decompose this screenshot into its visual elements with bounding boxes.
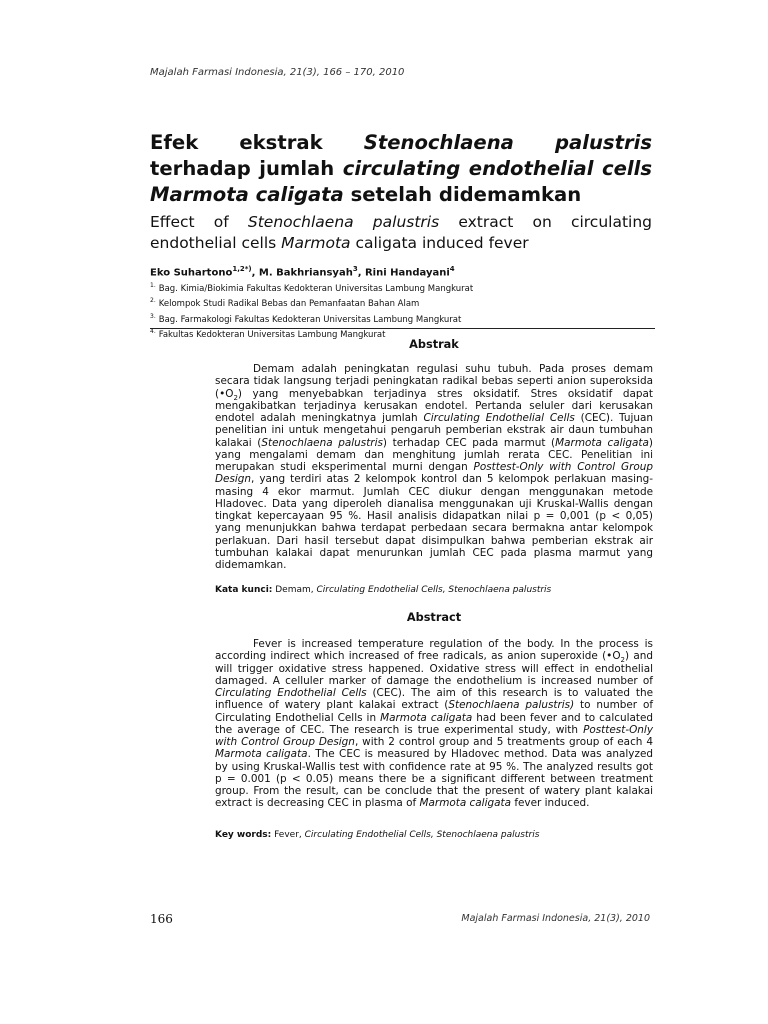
affiliation-item: $^{2.}$ Kelompok Studi Radikal Bebas dan Pemanfaatan Bahan Alam: [150, 297, 420, 310]
footer-journal: Majalah Farmasi Indonesia, 21(3), 2010: [461, 913, 650, 924]
key-words: Key words: Fever, Circulating Endothelial Cells, Stenochlaena palustris: [215, 830, 540, 840]
author-name: M. Bakhriansyah: [258, 267, 353, 279]
section-divider: [150, 328, 655, 329]
kata-kunci: Kata kunci: Demam, Circulating Endothelial Cells, Stenochlaena palustris: [215, 585, 552, 595]
page-number: 166: [150, 912, 173, 926]
affiliation-item: $^{1.}$ Bag. Kimia/Biokimia Fakultas Kedokteran Universitas Lambung Mangkurat: [150, 282, 474, 294]
abstract-body: Fever is increased temperature regulation of the body. In the process is according indirect which increased of free radicals, as anion superoxide $(•O_2)$ and will trigger oxidative stress happened. Oxidative stress will effect in endothelial damaged. A celluler marker of damage the endothelium is increased number of Circulating Endothelial Cells (CEC). The aim of this research is to valuated the influence of watery plant kalakai extract (Stenochlaena palustris) to number of Circulating Endothelial Cells in Marmota caligata had been fever and to calculated the average of CEC. The research is true experimental study, with Posttest-Only with Control Group Design, with 2 control group and 5 treatments group of each 4 Marmota caligata. The CEC is measured by Hladovec method. Data was analyzed by using Kruskal-Wallis test with confidence rate at 95 %. The analyzed results got p = 0.001 (p < 0.05) means there be a significant different between treatment group. From the result, can be conclude that the present of watery plant kalakai extract is decreasing CEC in plasma of Marmota caligata fever induced.: [215, 638, 654, 810]
author-name: Rini Handayani: [364, 267, 450, 279]
abstrak-body: Demam adalah peningkatan regulasi suhu tubuh. Pada proses demam secara tidak langsung terjadi peningkatan radikal bebas seperti anion superoksida $(•O_2)$ yang menyebabkan terjadinya stres oksidatif. Stres oksidatif dapat mengakibatkan terjadinya kerusakan endotel. Pertanda seluler dari kerusakan endotel adalah meningkatnya jumlah Circulating Endothelial Cells (CEC). Tujuan penelitian ini untuk mengetahui pengaruh pemberian ekstrak air daun tumbuhan kalakai (Stenochlaena palustris) terhadap CEC pada marmut (Marmota caligata) yang mengalami demam dan menghitung jumlah rerata CEC. Penelitian ini merupakan studi eksperimental murni dengan Posttest-Only with Control Group Design, yang terdiri atas 2 kelompok kontrol dan 5 kelompok perlakuan masing-masing 4 ekor marmut. Jumlah CEC diukur dengan menggunakan metode Hladovec. Data yang diperoleh dianalisa menggunakan uji Kruskal-Wallis dengan tingkat kepercayaan 95 %. Hasil analisis didapatkan nilai p = 0,001 (p < 0,05) yang menunjukkan bahwa terdapat perbedaan secara bermakna antar kelompok perlakuan. Dari hasil tersebut dapat disimpulkan bahwa pemberian ekstrak air tumbuhan kalakai dapat menurunkan jumlah CEC pada plasma marmut yang didemamkan.: [215, 363, 653, 571]
author-list: Eko Suhartono$^{1,2*)}$, M. Bakhriansyah$^3$, Rini Handayani$^4$: [150, 265, 455, 279]
title-cells: circulating endothelial cells Marmota caligata: [150, 157, 652, 206]
running-head: Majalah Farmasi Indonesia, 21(3), 166 – 170, 2010: [150, 67, 405, 78]
affiliation-item: $^{4.}$ Fakultas Kedokteran Universitas Lambung Mangkurat: [150, 327, 386, 340]
article-subtitle: Effect of Stenochlaena palustris extract on circulating endothelial cells Marmota caligata induced fever: [150, 213, 653, 252]
abstrak-heading: Abstrak: [409, 338, 459, 351]
affiliation-item: $^{3.}$ Bag. Farmakologi Fakultas Kedokteran Universitas Lambung Mangkurat: [150, 312, 462, 325]
article-title: Efek ekstrak Stenochlaena palustris terhadap jumlah circulating endothelial cells Marmota caligata setelah didemamkan: [150, 131, 652, 206]
affiliation-list: [150, 280, 473, 341]
author-name: Eko Suhartono: [150, 267, 233, 279]
title-species: Stenochlaena palustris: [363, 131, 652, 154]
abstract-heading: Abstract: [406, 611, 462, 624]
